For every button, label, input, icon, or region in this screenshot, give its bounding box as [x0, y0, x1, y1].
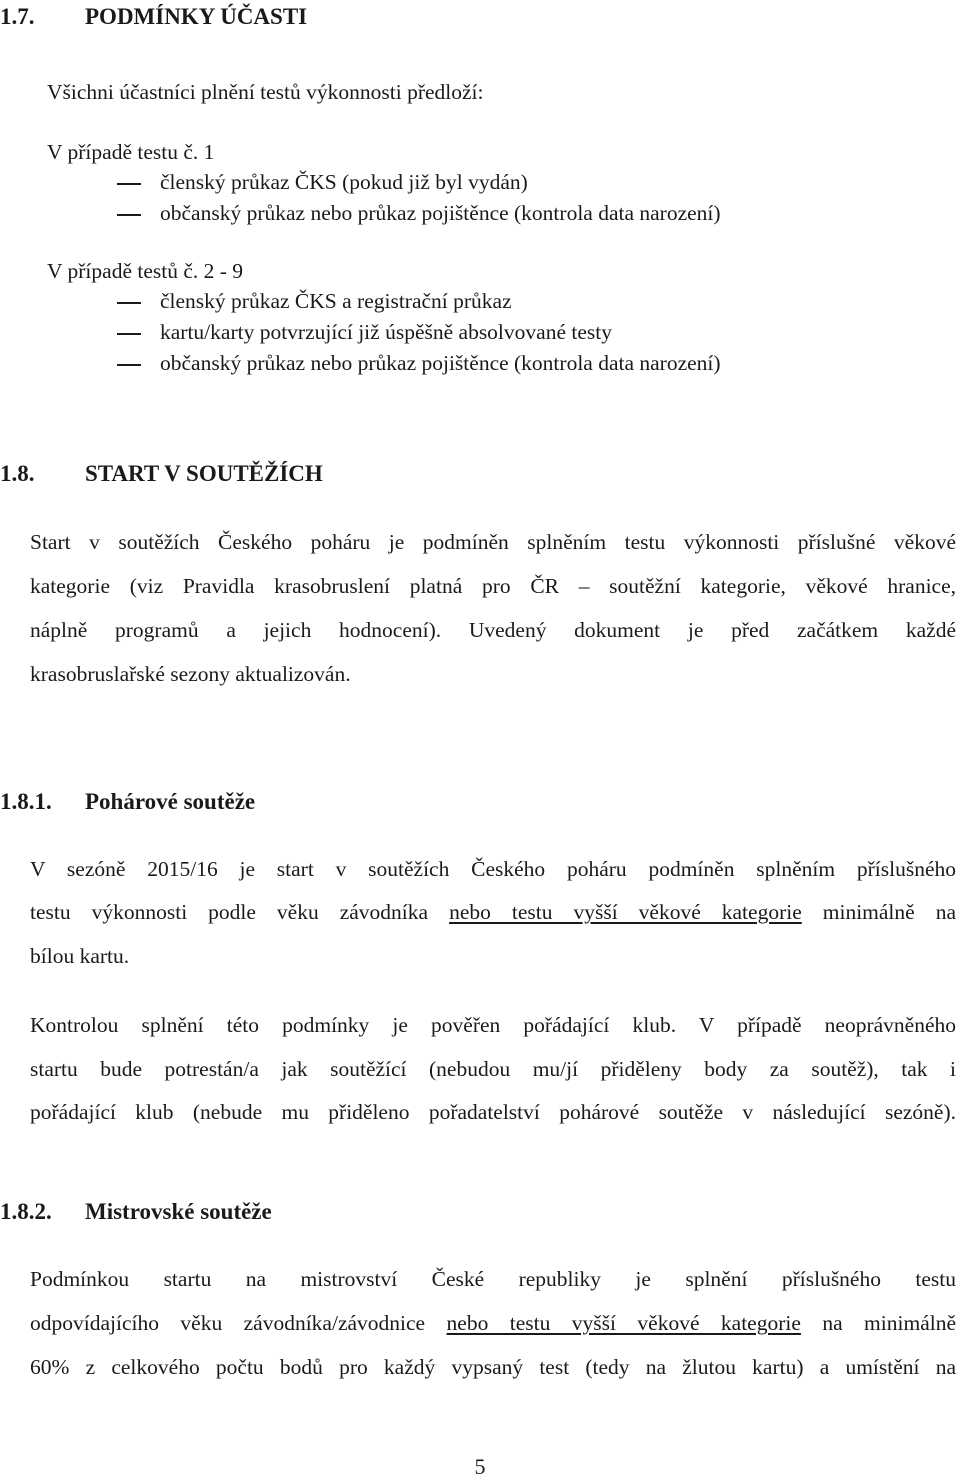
section-title: PODMÍNKY ÚČASTI [85, 4, 308, 29]
dash-bullet-icon [117, 214, 141, 216]
paragraph-line: pořádající klub (nebude mu přiděleno pořadatelství pohárové soutěže v následující sezóně). [30, 1100, 956, 1124]
list-item: členský průkaz ČKS a registrační průkaz [160, 289, 512, 314]
paragraph-line: 60% z celkového počtu bodů pro každý vypsaný test (tedy na žlutou kartu) a umístění na [30, 1355, 956, 1379]
paragraph-line: odpovídajícího věku závodníka/závodnice nebo testu vyšší věkové kategorie na minimálně [30, 1311, 957, 1335]
section-title: Pohárové soutěže [85, 789, 256, 814]
paragraph-line: V sezóně 2015/16 je start v soutěžích Českého poháru podmíněn splněním příslušného [30, 857, 956, 881]
section-number: 1.7. [0, 4, 35, 29]
section-title: START V SOUTĚŽÍCH [85, 461, 323, 486]
group2-label: V případě testů č. 2 - 9 [47, 259, 244, 283]
section-number: 1.8.1. [0, 789, 52, 814]
section-number: 1.8. [0, 461, 35, 486]
underlined-text: nebo testu vyšší věkové kategorie [446, 1311, 801, 1335]
section-title: Mistrovské soutěže [85, 1199, 272, 1224]
paragraph-line: Kontrolou splnění této podmínky je pověřen pořádající klub. V případě neoprávněného [30, 1013, 956, 1037]
section-number: 1.8.2. [0, 1199, 52, 1224]
paragraph-line: testu výkonnosti podle věku závodníka nebo testu vyšší věkové kategorie minimálně na [30, 900, 956, 924]
list-item: občanský průkaz nebo průkaz pojištěnce (kontrola data narození) [160, 201, 721, 226]
underlined-text: nebo testu vyšší věkové kategorie [449, 900, 802, 924]
dash-bullet-icon [117, 302, 141, 304]
dash-bullet-icon [117, 333, 141, 335]
page-number: 5 [474, 1454, 486, 1479]
paragraph-line: kategorie (viz Pravidla krasobruslení platná pro ČR – soutěžní kategorie, věkové hranice, [30, 574, 956, 598]
paragraph-line: bílou kartu. [30, 944, 130, 968]
dash-bullet-icon [117, 183, 141, 185]
list-item: členský průkaz ČKS (pokud již byl vydán) [160, 170, 528, 195]
intro-text: Všichni účastníci plnění testů výkonnosti předloží: [47, 80, 484, 104]
paragraph-line: Podmínkou startu na mistrovství České republiky je splnění příslušného testu [30, 1267, 956, 1291]
dash-bullet-icon [117, 364, 141, 366]
paragraph-line: krasobruslařské sezony aktualizován. [30, 662, 351, 686]
paragraph-line: Start v soutěžích Českého poháru je podmíněn splněním testu výkonnosti příslušné věkové [30, 530, 956, 554]
list-item: občanský průkaz nebo průkaz pojištěnce (kontrola data narození) [160, 351, 721, 376]
list-item: kartu/karty potvrzující již úspěšně absolvované testy [160, 320, 612, 345]
paragraph-line: startu bude potrestán/a jak soutěžící (nebudou mu/jí přiděleny body za soutěž), tak i [30, 1057, 956, 1081]
paragraph-line: náplně programů a jejich hodnocení). Uvedený dokument je před začátkem každé [30, 618, 956, 642]
group1-label: V případě testu č. 1 [47, 140, 215, 164]
